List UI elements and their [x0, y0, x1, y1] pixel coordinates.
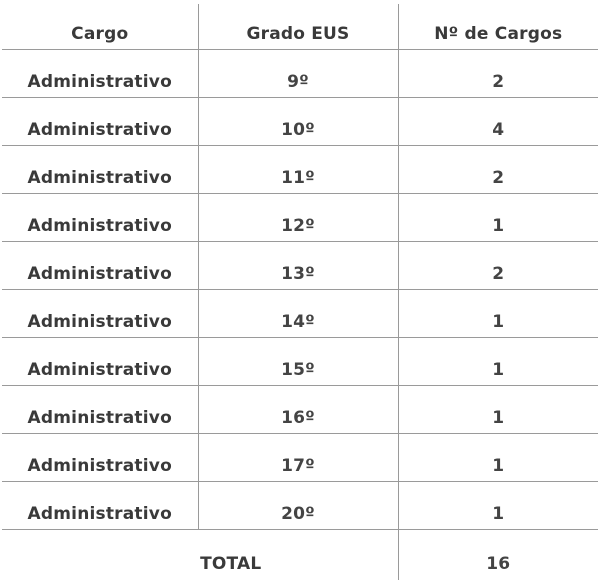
- cell-numero: 1: [398, 386, 598, 434]
- table-row: [2, 482, 598, 530]
- cell-numero: 4: [398, 98, 598, 146]
- cell-cargo: Administrativo: [2, 482, 198, 530]
- cell-cargo: Administrativo: [2, 434, 198, 482]
- cargos-table: [2, 4, 598, 580]
- cell-grado: 9º: [198, 50, 398, 98]
- total-label: TOTAL: [2, 530, 398, 580]
- table-row: [2, 98, 598, 146]
- cell-cargo: Administrativo: [2, 338, 198, 386]
- table-row: [2, 386, 598, 434]
- total-value: 16: [398, 530, 598, 580]
- cell-grado: 13º: [198, 242, 398, 290]
- table-row: [2, 146, 598, 194]
- total-row: [2, 530, 598, 580]
- cell-cargo: Administrativo: [2, 194, 198, 242]
- cell-cargo: Administrativo: [2, 386, 198, 434]
- table-row: [2, 290, 598, 338]
- table-row: [2, 434, 598, 482]
- cell-grado: 14º: [198, 290, 398, 338]
- cell-cargo: Administrativo: [2, 50, 198, 98]
- table-row: [2, 50, 598, 98]
- table-row: [2, 338, 598, 386]
- table-row: [2, 194, 598, 242]
- cell-numero: 1: [398, 338, 598, 386]
- cell-grado: 15º: [198, 338, 398, 386]
- cell-grado: 20º: [198, 482, 398, 530]
- cell-cargo: Administrativo: [2, 242, 198, 290]
- header-row: [2, 4, 598, 50]
- cell-numero: 1: [398, 290, 598, 338]
- header-grado-eus: Grado EUS: [198, 4, 398, 50]
- cell-numero: 1: [398, 194, 598, 242]
- header-cargo: Cargo: [2, 4, 198, 50]
- cell-grado: 17º: [198, 434, 398, 482]
- cell-grado: 12º: [198, 194, 398, 242]
- cell-numero: 2: [398, 50, 598, 98]
- cell-numero: 1: [398, 434, 598, 482]
- cell-cargo: Administrativo: [2, 146, 198, 194]
- cell-grado: 10º: [198, 98, 398, 146]
- cell-numero: 2: [398, 242, 598, 290]
- cell-grado: 16º: [198, 386, 398, 434]
- table-row: [2, 242, 598, 290]
- cell-numero: 1: [398, 482, 598, 530]
- cell-grado: 11º: [198, 146, 398, 194]
- cell-numero: 2: [398, 146, 598, 194]
- cell-cargo: Administrativo: [2, 98, 198, 146]
- cell-cargo: Administrativo: [2, 290, 198, 338]
- header-numero-cargos: Nº de Cargos: [398, 4, 598, 50]
